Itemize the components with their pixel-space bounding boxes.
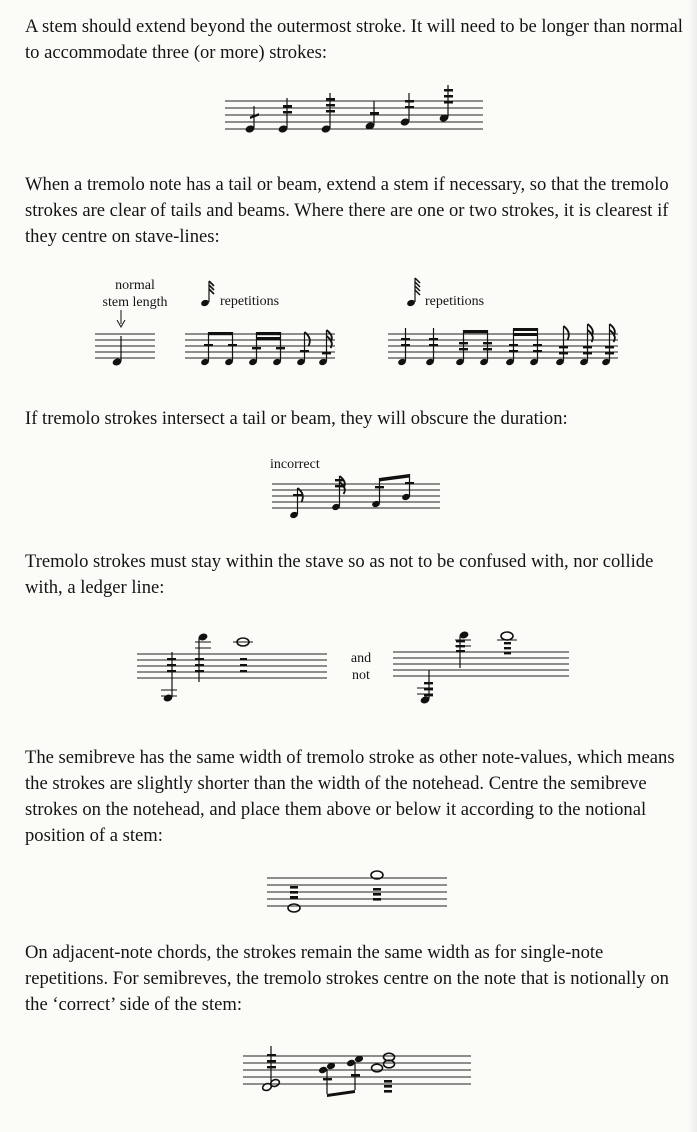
example-incorrect <box>272 472 442 524</box>
example-stem-strokes <box>225 93 485 143</box>
label-incorrect: incorrect <box>270 457 320 472</box>
normal-note <box>112 336 123 367</box>
note-3 <box>321 93 335 134</box>
label-and-not <box>340 650 382 684</box>
incorrect-note-1 <box>289 488 303 519</box>
incorrect-semibreve <box>497 632 517 654</box>
paragraph-stem-extension: A stem should extend beyond the outermost stroke. It will need to be longer than normal to accommodate three (or more) strokes: <box>25 16 683 63</box>
example-within-stave-incorrect <box>393 630 571 708</box>
incorrect-high-note <box>455 630 471 668</box>
incorrect-note-2 <box>331 476 345 511</box>
sixtyfourth-note-icon <box>406 278 422 310</box>
paragraph-adjacent-chords: On adjacent-note chords, the strokes remain the same width as for single-note repetitions. For semibreves, the tremolo strokes centre on the note that is notionally on the ‘correct’ side of the stem: <box>25 942 669 1015</box>
music-staff-example-1 <box>225 93 485 143</box>
high-semibreve <box>233 638 253 672</box>
flagged-note-4 <box>579 324 593 366</box>
beamed-pair-2 <box>248 332 285 366</box>
label-and: and <box>350 651 372 666</box>
incorrect-low-note <box>417 670 433 705</box>
paragraph-obscure-duration: If tremolo strokes intersect a tail or beam, they will obscure the duration: <box>25 408 568 429</box>
note-6 <box>439 85 453 123</box>
note-2 <box>278 98 292 134</box>
paragraph-semibreve: The semibreve has the same width of tremolo stroke as other note-values, which means the strokes are slightly shorter than the width of the notehead. Centre the semibreve strokes on the notehead, and place them above or below it according to the notional position of a stem: <box>25 747 675 846</box>
note-1 <box>245 106 259 134</box>
example-one-stroke-repetitions <box>185 326 337 370</box>
note-4 <box>365 101 379 131</box>
flagged-note-2 <box>318 330 332 366</box>
semibreve-high <box>371 871 383 901</box>
paragraph-within-stave: Tremolo strokes must stay within the stave so as not to be confused with, nor collide with, a ledger line: <box>25 551 654 598</box>
down-arrow-icon <box>114 310 128 330</box>
label-normal: normal <box>115 278 155 293</box>
example-semibreve <box>267 872 449 916</box>
example-adjacent-chords <box>243 1044 473 1100</box>
flagged-note-1 <box>296 332 310 366</box>
example-normal-stem-staff <box>95 330 157 370</box>
high-ledger-note <box>195 632 211 682</box>
example-within-stave-correct <box>137 630 329 706</box>
label-stem-length: stem length <box>102 295 168 310</box>
chord-beamed-pair <box>318 1055 364 1097</box>
label-repetitions-2: repetitions <box>425 294 485 309</box>
label-not: not <box>352 668 370 683</box>
chord-1 <box>262 1046 281 1092</box>
semibreve-chord <box>372 1053 395 1092</box>
label-normal-stem <box>95 277 175 311</box>
beamed-pair-1 <box>200 332 237 366</box>
label-repetitions-1: repetitions <box>220 294 280 309</box>
flagged-note-5 <box>601 324 615 366</box>
example-two-stroke-repetitions <box>388 322 620 370</box>
beamed-pair-3 <box>455 330 492 366</box>
page-edge-shadow <box>689 0 697 1132</box>
paragraph-tail-beam: When a tremolo note has a tail or beam, extend a stem if necessary, so that the tremolo strokes are clear of tails and beams. Where there are one or two strokes, it is clearest if they centre on stave-lines: <box>25 174 669 247</box>
incorrect-beamed-pair <box>371 474 414 508</box>
thirtysecond-note-icon-1 <box>200 279 216 309</box>
